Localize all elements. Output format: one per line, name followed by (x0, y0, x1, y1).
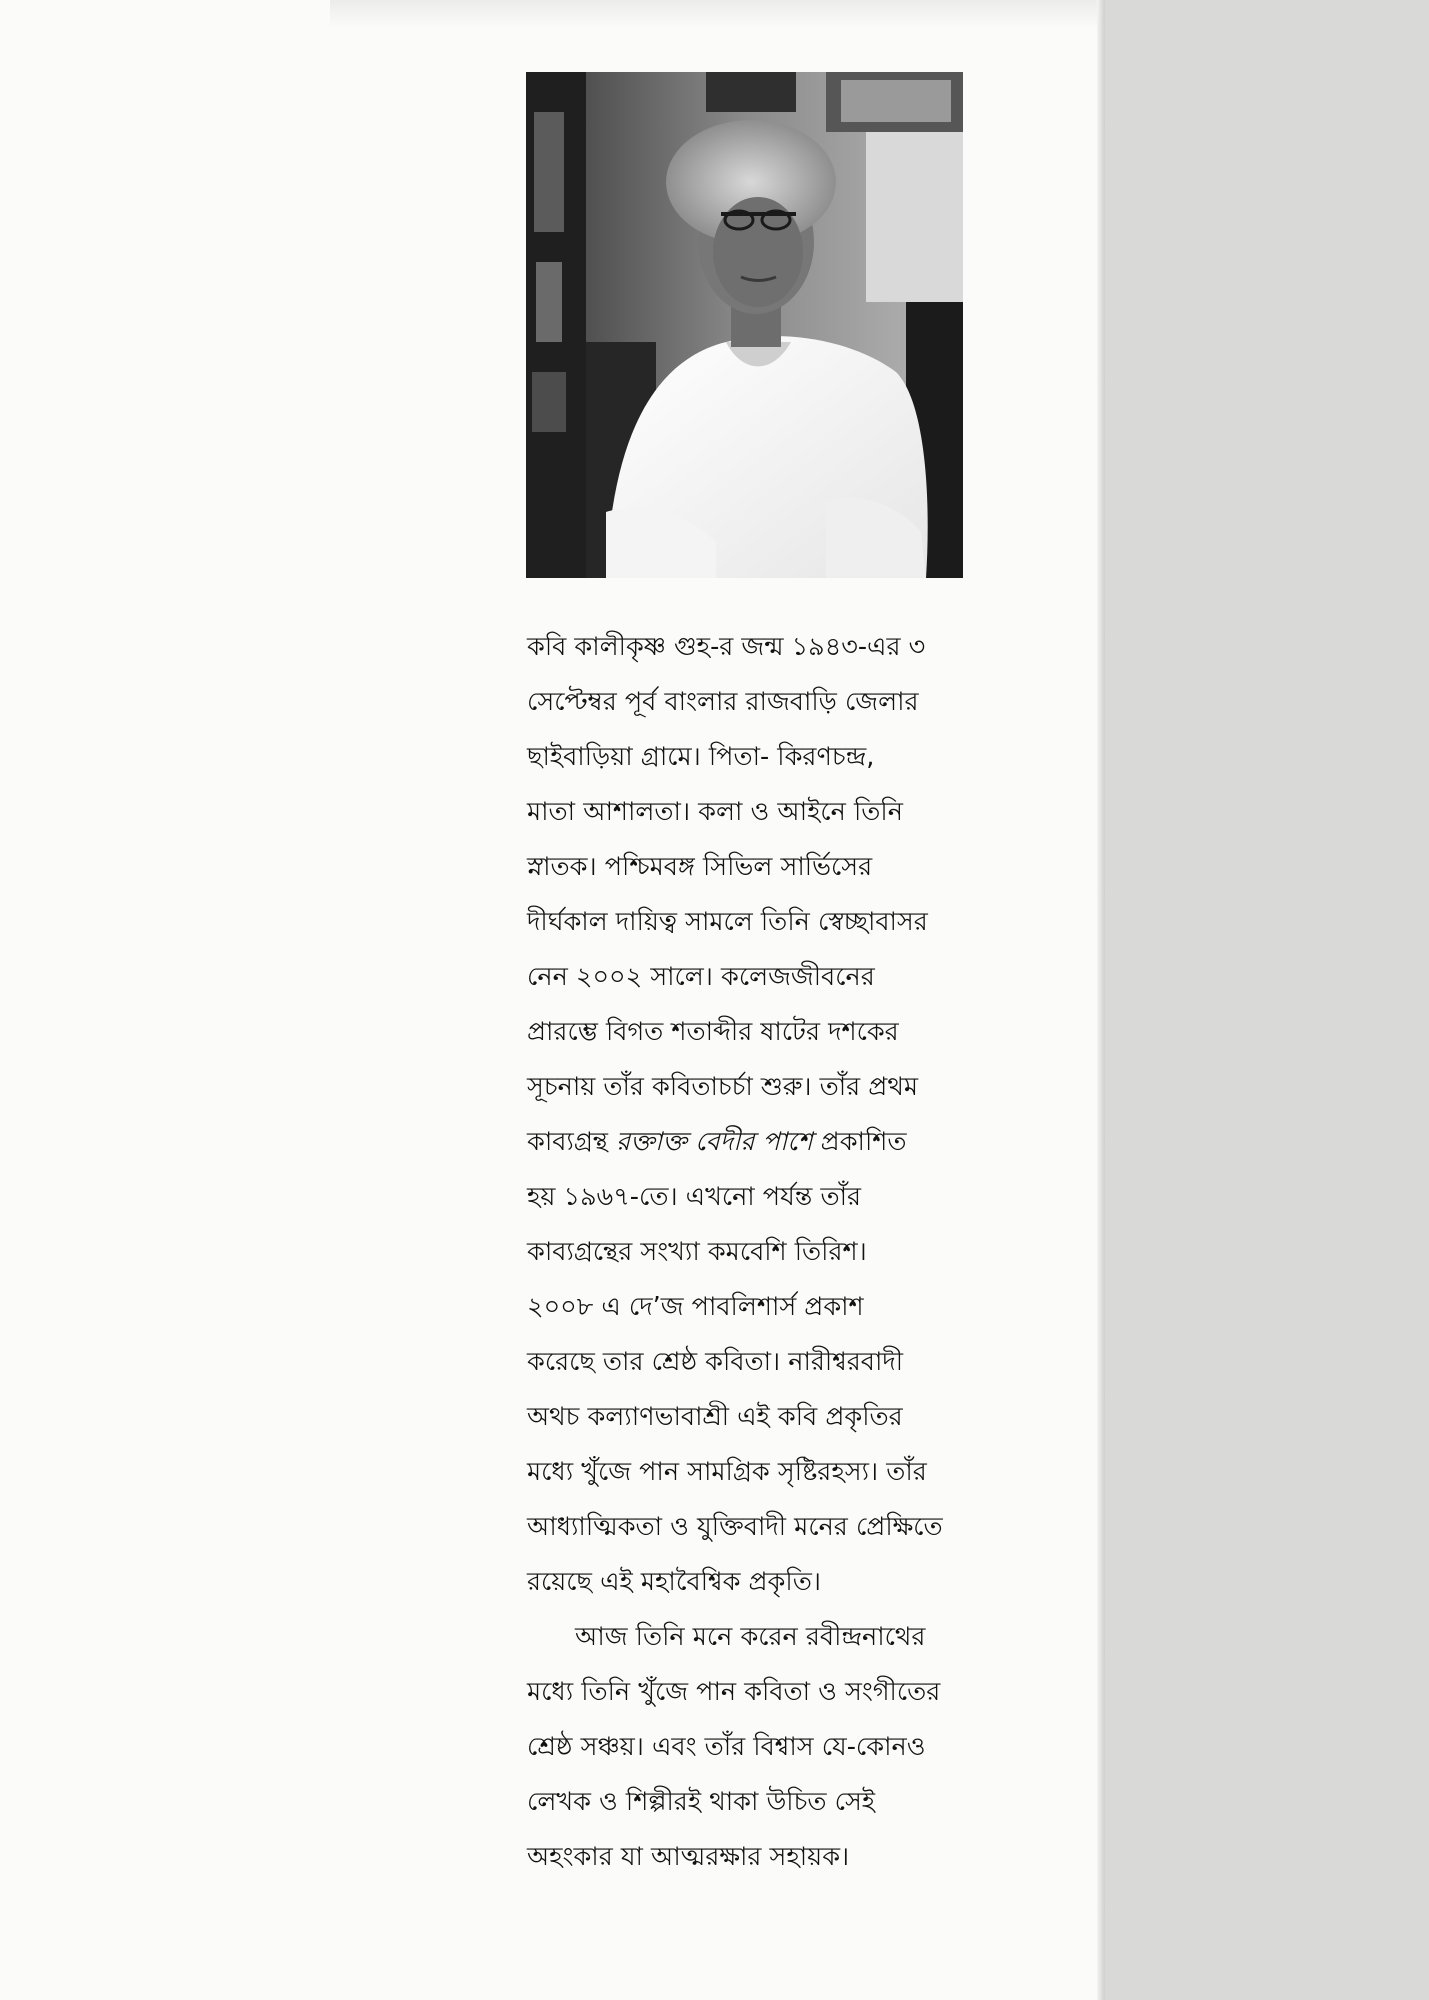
page-edge (1097, 0, 1105, 2000)
bio-line: আধ্যাত্মিকতা ও যুক্তিবাদী মনের প্রেক্ষিতে (527, 1512, 943, 1542)
bio-line: সূচনায় তাঁর কবিতাচর্চা শুরু। তাঁর প্রথম (527, 1072, 918, 1102)
portrait-image (526, 72, 963, 578)
bio-line: সেপ্টেম্বর পূর্ব বাংলার রাজবাড়ি জেলার (527, 687, 919, 717)
bio-line: মধ্যে তিনি খুঁজে পান কবিতা ও সংগীতের (527, 1677, 941, 1707)
bio-line: স্নাতক। পশ্চিমবঙ্গ সিভিল সার্ভিসের (527, 852, 873, 882)
bio-line: কবি কালীকৃষ্ণ গুহ-র জন্ম ১৯৪৩-এর ৩ (527, 632, 926, 662)
book-title: রক্তাক্ত বেদীর পাশে (616, 1127, 813, 1157)
author-portrait-photo (526, 72, 963, 578)
bio-line: অথচ কল্যাণভাবাশ্রী এই কবি প্রকৃতির (527, 1402, 903, 1432)
bio-paragraph-2 (527, 1610, 1067, 1885)
bio-line: ২০০৮ এ দে’জ পাবলিশার্স প্রকাশ (527, 1292, 864, 1322)
author-biography (527, 620, 1067, 1885)
top-shadow (330, 0, 1105, 28)
bio-line: নেন ২০০২ সালে। কলেজজীবনের (527, 962, 875, 992)
bio-line: শ্রেষ্ঠ সঞ্চয়। এবং তাঁর বিশ্বাস যে-কোনও (527, 1732, 926, 1762)
bio-line: রয়েছে এই মহাবৈশ্বিক প্রকৃতি। (527, 1567, 821, 1597)
bio-line-post: প্রকাশিত (812, 1127, 907, 1157)
bio-line: কাব্যগ্রন্থের সংখ্যা কমবেশি তিরিশ। (527, 1237, 867, 1267)
bio-line: ছাইবাড়িয়া গ্রামে। পিতা- কিরণচন্দ্র, (527, 742, 875, 772)
bio-line: প্রারম্ভে বিগত শতাব্দীর ষাটের দশকের (527, 1017, 899, 1047)
bio-line: আজ তিনি মনে করেন রবীন্দ্রনাথের (575, 1622, 926, 1652)
bio-line: অহংকার যা আত্মরক্ষার সহায়ক। (527, 1842, 850, 1872)
bio-line: করেছে তার শ্রেষ্ঠ কবিতা। নারীশ্বরবাদী (527, 1347, 904, 1377)
bio-line: লেখক ও শিল্পীরই থাকা উচিত সেই (527, 1787, 876, 1817)
bio-line: মাতা আশালতা। কলা ও আইনে তিনি (527, 797, 903, 827)
bio-line: মধ্যে খুঁজে পান সামগ্রিক সৃষ্টিরহস্য। তাঁর (527, 1457, 927, 1487)
bio-line-pre: কাব্যগ্রন্থ (527, 1127, 617, 1157)
bio-line: হয় ১৯৬৭-তে। এখনো পর্যন্ত তাঁর (527, 1182, 862, 1212)
bio-paragraph-1 (527, 620, 1067, 1610)
bio-line: দীর্ঘকাল দায়িত্ব সামলে তিনি স্বেচ্ছাবাসর (527, 907, 928, 937)
